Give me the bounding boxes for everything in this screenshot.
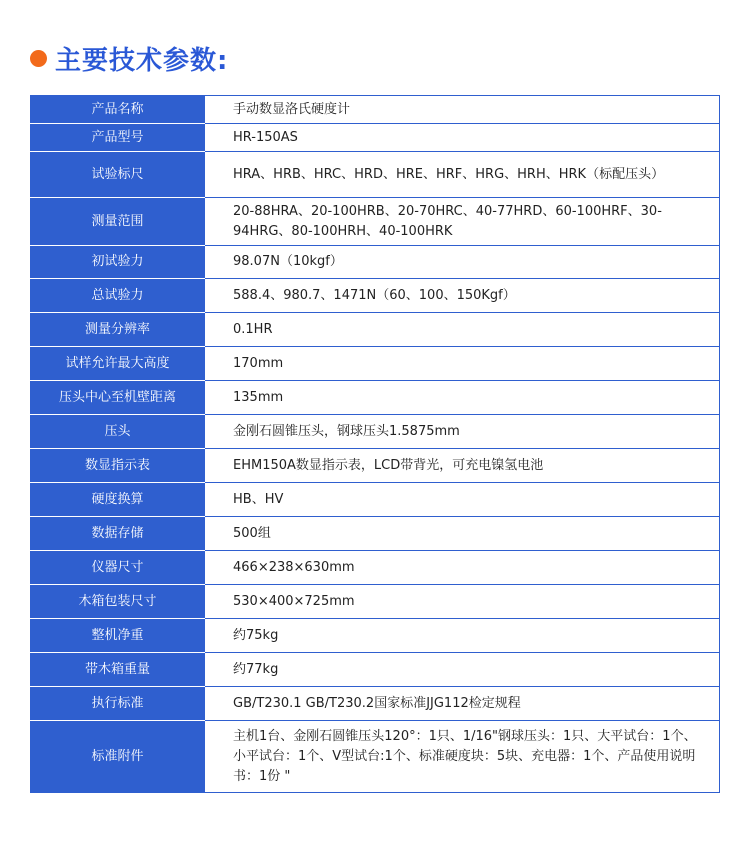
row-label: 仪器尺寸 — [31, 551, 205, 585]
row-label: 整机净重 — [31, 619, 205, 653]
table-row — [31, 449, 720, 483]
row-value: 588.4、980.7、1471N（60、100、150Kgf） — [205, 279, 720, 313]
section-heading — [30, 40, 228, 76]
table-row — [31, 313, 720, 347]
row-label: 试样允许最大高度 — [31, 347, 205, 381]
row-value: 466×238×630mm — [205, 551, 720, 585]
table-row — [31, 687, 720, 721]
orange-dot-icon — [30, 50, 47, 67]
row-value: 约75kg — [205, 619, 720, 653]
table-row — [31, 279, 720, 313]
row-value: 0.1HR — [205, 313, 720, 347]
row-value: HB、HV — [205, 483, 720, 517]
table-row — [31, 721, 720, 793]
row-label: 压头 — [31, 415, 205, 449]
table-row — [31, 152, 720, 198]
row-value: 530×400×725mm — [205, 585, 720, 619]
row-value: 手动数显洛氏硬度计 — [205, 96, 720, 124]
row-label: 压头中心至机壁距离 — [31, 381, 205, 415]
row-label: 初试验力 — [31, 246, 205, 279]
row-label: 产品型号 — [31, 124, 205, 152]
row-label: 数显指示表 — [31, 449, 205, 483]
row-value: 20-88HRA、20-100HRB、20-70HRC、40-77HRD、60-100HRF、30-94HRG、80-100HRH、40-100HRK — [205, 198, 720, 246]
row-label: 测量范围 — [31, 198, 205, 246]
row-label: 带木箱重量 — [31, 653, 205, 687]
table-row — [31, 347, 720, 381]
table-row — [31, 198, 720, 246]
section-title: 主要技术参数: — [55, 45, 229, 76]
row-value: HR-150AS — [205, 124, 720, 152]
row-label: 产品名称 — [31, 96, 205, 124]
row-label: 总试验力 — [31, 279, 205, 313]
row-value: 金刚石圆锥压头，钢球压头1.5875mm — [205, 415, 720, 449]
table-row — [31, 483, 720, 517]
row-value: EHM150A数显指示表，LCD带背光，可充电镍氢电池 — [205, 449, 720, 483]
table-row — [31, 96, 720, 124]
row-label: 试验标尺 — [31, 152, 205, 198]
table-row — [31, 551, 720, 585]
row-label: 数据存储 — [31, 517, 205, 551]
table-row — [31, 246, 720, 279]
row-value: HRA、HRB、HRC、HRD、HRE、HRF、HRG、HRH、HRK（标配压头） — [205, 152, 720, 198]
row-value: 约77kg — [205, 653, 720, 687]
table-row — [31, 653, 720, 687]
table-row — [31, 415, 720, 449]
row-label: 木箱包装尺寸 — [31, 585, 205, 619]
row-label: 执行标准 — [31, 687, 205, 721]
table-row — [31, 585, 720, 619]
row-value: GB/T230.1 GB/T230.2国家标准JJG112检定规程 — [205, 687, 720, 721]
table-row — [31, 124, 720, 152]
row-value: 98.07N（10kgf） — [205, 246, 720, 279]
spec-table — [30, 95, 720, 793]
row-label: 测量分辨率 — [31, 313, 205, 347]
row-label: 标准附件 — [31, 721, 205, 793]
row-value: 135mm — [205, 381, 720, 415]
row-value: 500组 — [205, 517, 720, 551]
row-value: 170mm — [205, 347, 720, 381]
table-row — [31, 381, 720, 415]
row-value: 主机1台、金刚石圆锥压头120°：1只、1/16"钢球压头：1只、大平试台：1个、小平试台：1个、V型试台:1个、标准硬度块：5块、充电器：1个、产品使用说明书：1份 " — [205, 721, 720, 793]
table-row — [31, 619, 720, 653]
row-label: 硬度换算 — [31, 483, 205, 517]
table-row — [31, 517, 720, 551]
